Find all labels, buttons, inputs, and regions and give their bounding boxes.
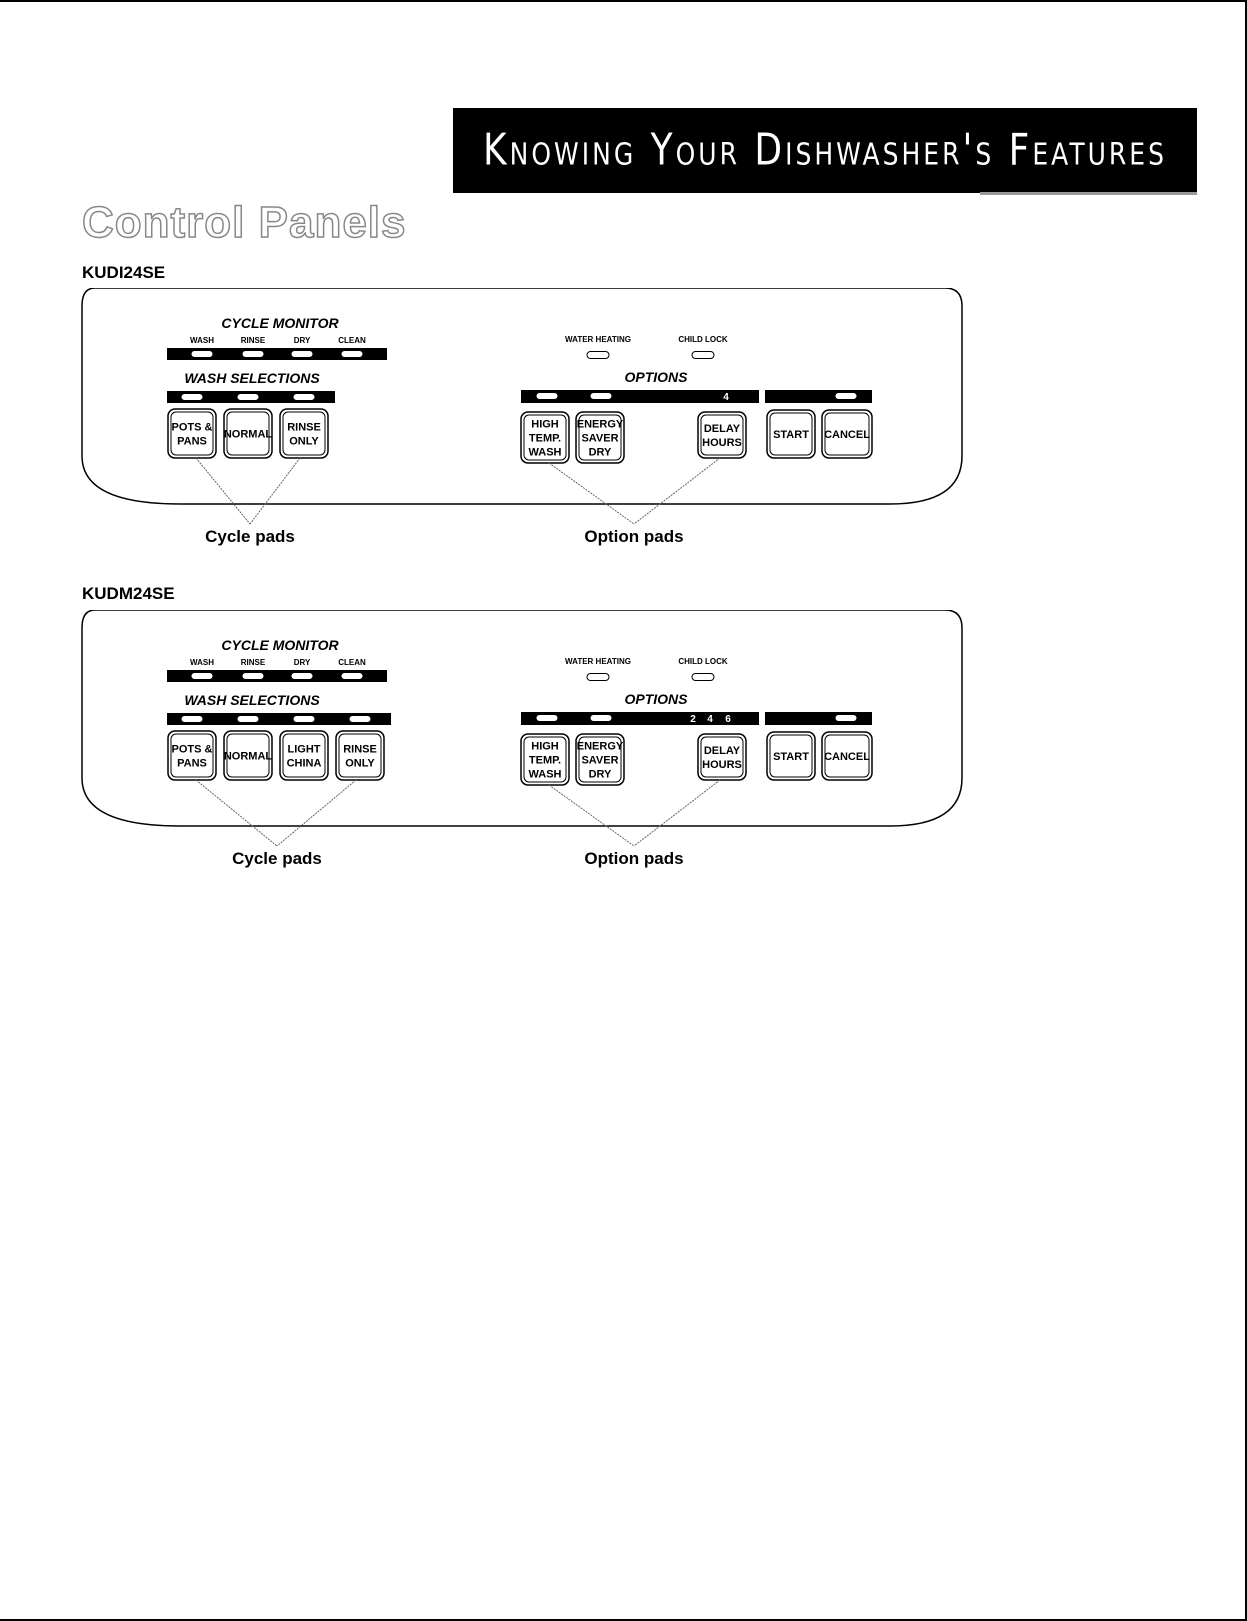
option-pad-delay-hours-label: DELAY bbox=[703, 423, 741, 435]
option-pad-energy-saver-dry-label: DRY bbox=[588, 768, 612, 781]
control-panel-svg-1 bbox=[0, 288, 1247, 528]
wash-pad-rinse-only-label: ONLY bbox=[289, 435, 319, 448]
option-pad-high-temp-wash[interactable] bbox=[521, 412, 569, 463]
option-pads-callout-1: Option pads bbox=[584, 527, 684, 546]
indicator-light bbox=[692, 674, 714, 681]
header-banner bbox=[453, 108, 1197, 193]
cancel-button[interactable] bbox=[822, 732, 872, 780]
option-pad-delay-hours-label: HOURS bbox=[702, 759, 742, 771]
option-pad-energy-saver-dry[interactable] bbox=[576, 412, 624, 463]
wash-pad-pots-pans-label: PANS bbox=[177, 757, 207, 770]
option-light bbox=[590, 393, 612, 400]
cycle-pads-callout-2: Cycle pads bbox=[232, 849, 322, 868]
section-title: Control Panels bbox=[82, 198, 407, 247]
control-panel-svg-2 bbox=[0, 610, 1247, 850]
option-pad-high-temp-wash-label: HIGH bbox=[531, 418, 559, 431]
wash-selection-light bbox=[237, 716, 259, 723]
cycle-pads-callout-1: Cycle pads bbox=[205, 527, 295, 546]
wash-pad-rinse-only[interactable] bbox=[280, 409, 328, 458]
start-button[interactable] bbox=[767, 732, 815, 780]
wash-selection-light bbox=[293, 716, 315, 723]
wash-pad-normal[interactable] bbox=[224, 409, 273, 458]
option-pad-high-temp-wash-label: TEMP. bbox=[528, 754, 562, 767]
cancel-button[interactable] bbox=[822, 410, 872, 458]
option-pad-high-temp-wash-label: TEMP. bbox=[528, 432, 562, 445]
cycle-stage-light bbox=[291, 673, 313, 680]
wash-pad-rinse-only-label: RINSE bbox=[287, 421, 321, 434]
indicator-light bbox=[587, 352, 609, 359]
wash-pad-light-china-frame bbox=[280, 731, 328, 780]
cycle-stage-label: WASH bbox=[190, 336, 214, 345]
wash-pad-light-china-label: CHINA bbox=[286, 757, 322, 770]
cycle-stage-label: RINSE bbox=[240, 336, 266, 345]
option-pad-energy-saver-dry-label: SAVER bbox=[581, 432, 619, 445]
option-pad-delay-hours-frame bbox=[698, 412, 746, 458]
indicator-light bbox=[692, 352, 714, 359]
model-label-1: KUDI24SE bbox=[82, 263, 166, 282]
wash-selection-light bbox=[181, 716, 203, 723]
options-title: OPTIONS bbox=[624, 691, 688, 707]
indicator-label: CHILD LOCK bbox=[678, 657, 728, 666]
option-pad-high-temp-wash-label: HIGH bbox=[531, 740, 559, 753]
delay-hours-number: 4 bbox=[723, 392, 729, 403]
cycle-stage-light bbox=[341, 673, 363, 680]
cycle-stage-label: DRY bbox=[293, 658, 311, 667]
option-light bbox=[536, 715, 558, 722]
wash-pad-rinse-only[interactable] bbox=[336, 731, 384, 780]
cancel-button-label: CANCEL bbox=[824, 429, 870, 441]
wash-pad-pots-pans-frame bbox=[168, 409, 216, 458]
indicator-label: CHILD LOCK bbox=[678, 335, 728, 344]
wash-pad-normal-label: NORMAL bbox=[223, 750, 273, 763]
option-pad-delay-hours[interactable] bbox=[698, 734, 746, 780]
control-panel-1 bbox=[0, 288, 1247, 528]
wash-pad-pots-pans-label: POTS & bbox=[171, 421, 213, 434]
option-light bbox=[590, 715, 612, 722]
cycle-stage-label: DRY bbox=[293, 336, 311, 345]
cycle-stage-light bbox=[191, 351, 213, 358]
wash-pad-rinse-only-frame bbox=[280, 409, 328, 458]
indicator-light bbox=[587, 674, 609, 681]
option-pad-delay-hours-label: DELAY bbox=[703, 745, 741, 757]
cycle-stage-light bbox=[291, 351, 313, 358]
wash-pad-rinse-only-label: ONLY bbox=[345, 757, 375, 770]
wash-pad-pots-pans[interactable] bbox=[168, 409, 216, 458]
cycle-stage-light bbox=[341, 351, 363, 358]
wash-pad-light-china[interactable] bbox=[280, 731, 328, 780]
wash-selection-light bbox=[349, 716, 371, 723]
indicator-label: WATER HEATING bbox=[565, 335, 631, 344]
option-pads-callout-2: Option pads bbox=[584, 849, 684, 868]
wash-pad-pots-pans[interactable] bbox=[168, 731, 216, 780]
option-pad-energy-saver-dry[interactable] bbox=[576, 734, 624, 785]
option-pad-delay-hours-label: HOURS bbox=[702, 437, 742, 449]
wash-pad-pots-pans-label: POTS & bbox=[171, 743, 213, 756]
cycle-stage-light bbox=[242, 673, 264, 680]
wash-pad-rinse-only-label: RINSE bbox=[343, 743, 377, 756]
option-pad-energy-saver-dry-label: DRY bbox=[588, 446, 612, 459]
delay-hours-number: 4 bbox=[707, 714, 713, 725]
wash-selection-light bbox=[237, 394, 259, 401]
cycle-stage-light bbox=[191, 673, 213, 680]
control-panel-2 bbox=[0, 610, 1247, 850]
wash-pad-normal[interactable] bbox=[224, 731, 273, 780]
wash-selections-title: WASH SELECTIONS bbox=[184, 370, 320, 386]
option-pad-high-temp-wash-label: WASH bbox=[528, 446, 562, 459]
wash-pad-rinse-only-frame bbox=[336, 731, 384, 780]
model-label-2: KUDM24SE bbox=[82, 584, 175, 603]
option-pad-high-temp-wash[interactable] bbox=[521, 734, 569, 785]
cycle-stage-label: CLEAN bbox=[338, 658, 366, 667]
cycle-monitor-title: CYCLE MONITOR bbox=[221, 637, 339, 653]
wash-pad-pots-pans-frame bbox=[168, 731, 216, 780]
wash-selections-title: WASH SELECTIONS bbox=[184, 692, 320, 708]
indicator-label: WATER HEATING bbox=[565, 657, 631, 666]
cancel-button-label: CANCEL bbox=[824, 751, 870, 763]
start-light bbox=[835, 393, 857, 400]
option-pad-energy-saver-dry-label: SAVER bbox=[581, 754, 619, 767]
wash-selection-light bbox=[181, 394, 203, 401]
wash-selection-light bbox=[293, 394, 315, 401]
option-pad-high-temp-wash-label: WASH bbox=[528, 768, 562, 781]
start-button-label: START bbox=[773, 429, 809, 441]
option-pad-energy-saver-dry-label: ENERGY bbox=[576, 418, 624, 431]
options-title: OPTIONS bbox=[624, 369, 688, 385]
option-light bbox=[536, 393, 558, 400]
option-pad-delay-hours[interactable] bbox=[698, 412, 746, 458]
cycle-stage-label: CLEAN bbox=[338, 336, 366, 345]
header-title: Knowing Your Dishwasher's Features bbox=[483, 125, 1167, 176]
delay-hours-number: 2 bbox=[690, 714, 696, 725]
option-pad-delay-hours-frame bbox=[698, 734, 746, 780]
wash-pad-pots-pans-label: PANS bbox=[177, 435, 207, 448]
start-button[interactable] bbox=[767, 410, 815, 458]
cycle-stage-label: WASH bbox=[190, 658, 214, 667]
wash-pad-light-china-label: LIGHT bbox=[287, 743, 321, 756]
start-light bbox=[835, 715, 857, 722]
cycle-stage-light bbox=[242, 351, 264, 358]
wash-pad-normal-label: NORMAL bbox=[223, 428, 273, 441]
delay-hours-number: 6 bbox=[725, 714, 731, 725]
start-button-label: START bbox=[773, 751, 809, 763]
option-pad-energy-saver-dry-label: ENERGY bbox=[576, 740, 624, 753]
cycle-monitor-title: CYCLE MONITOR bbox=[221, 315, 339, 331]
banner-shadow bbox=[980, 192, 1197, 195]
cycle-stage-label: RINSE bbox=[240, 658, 266, 667]
